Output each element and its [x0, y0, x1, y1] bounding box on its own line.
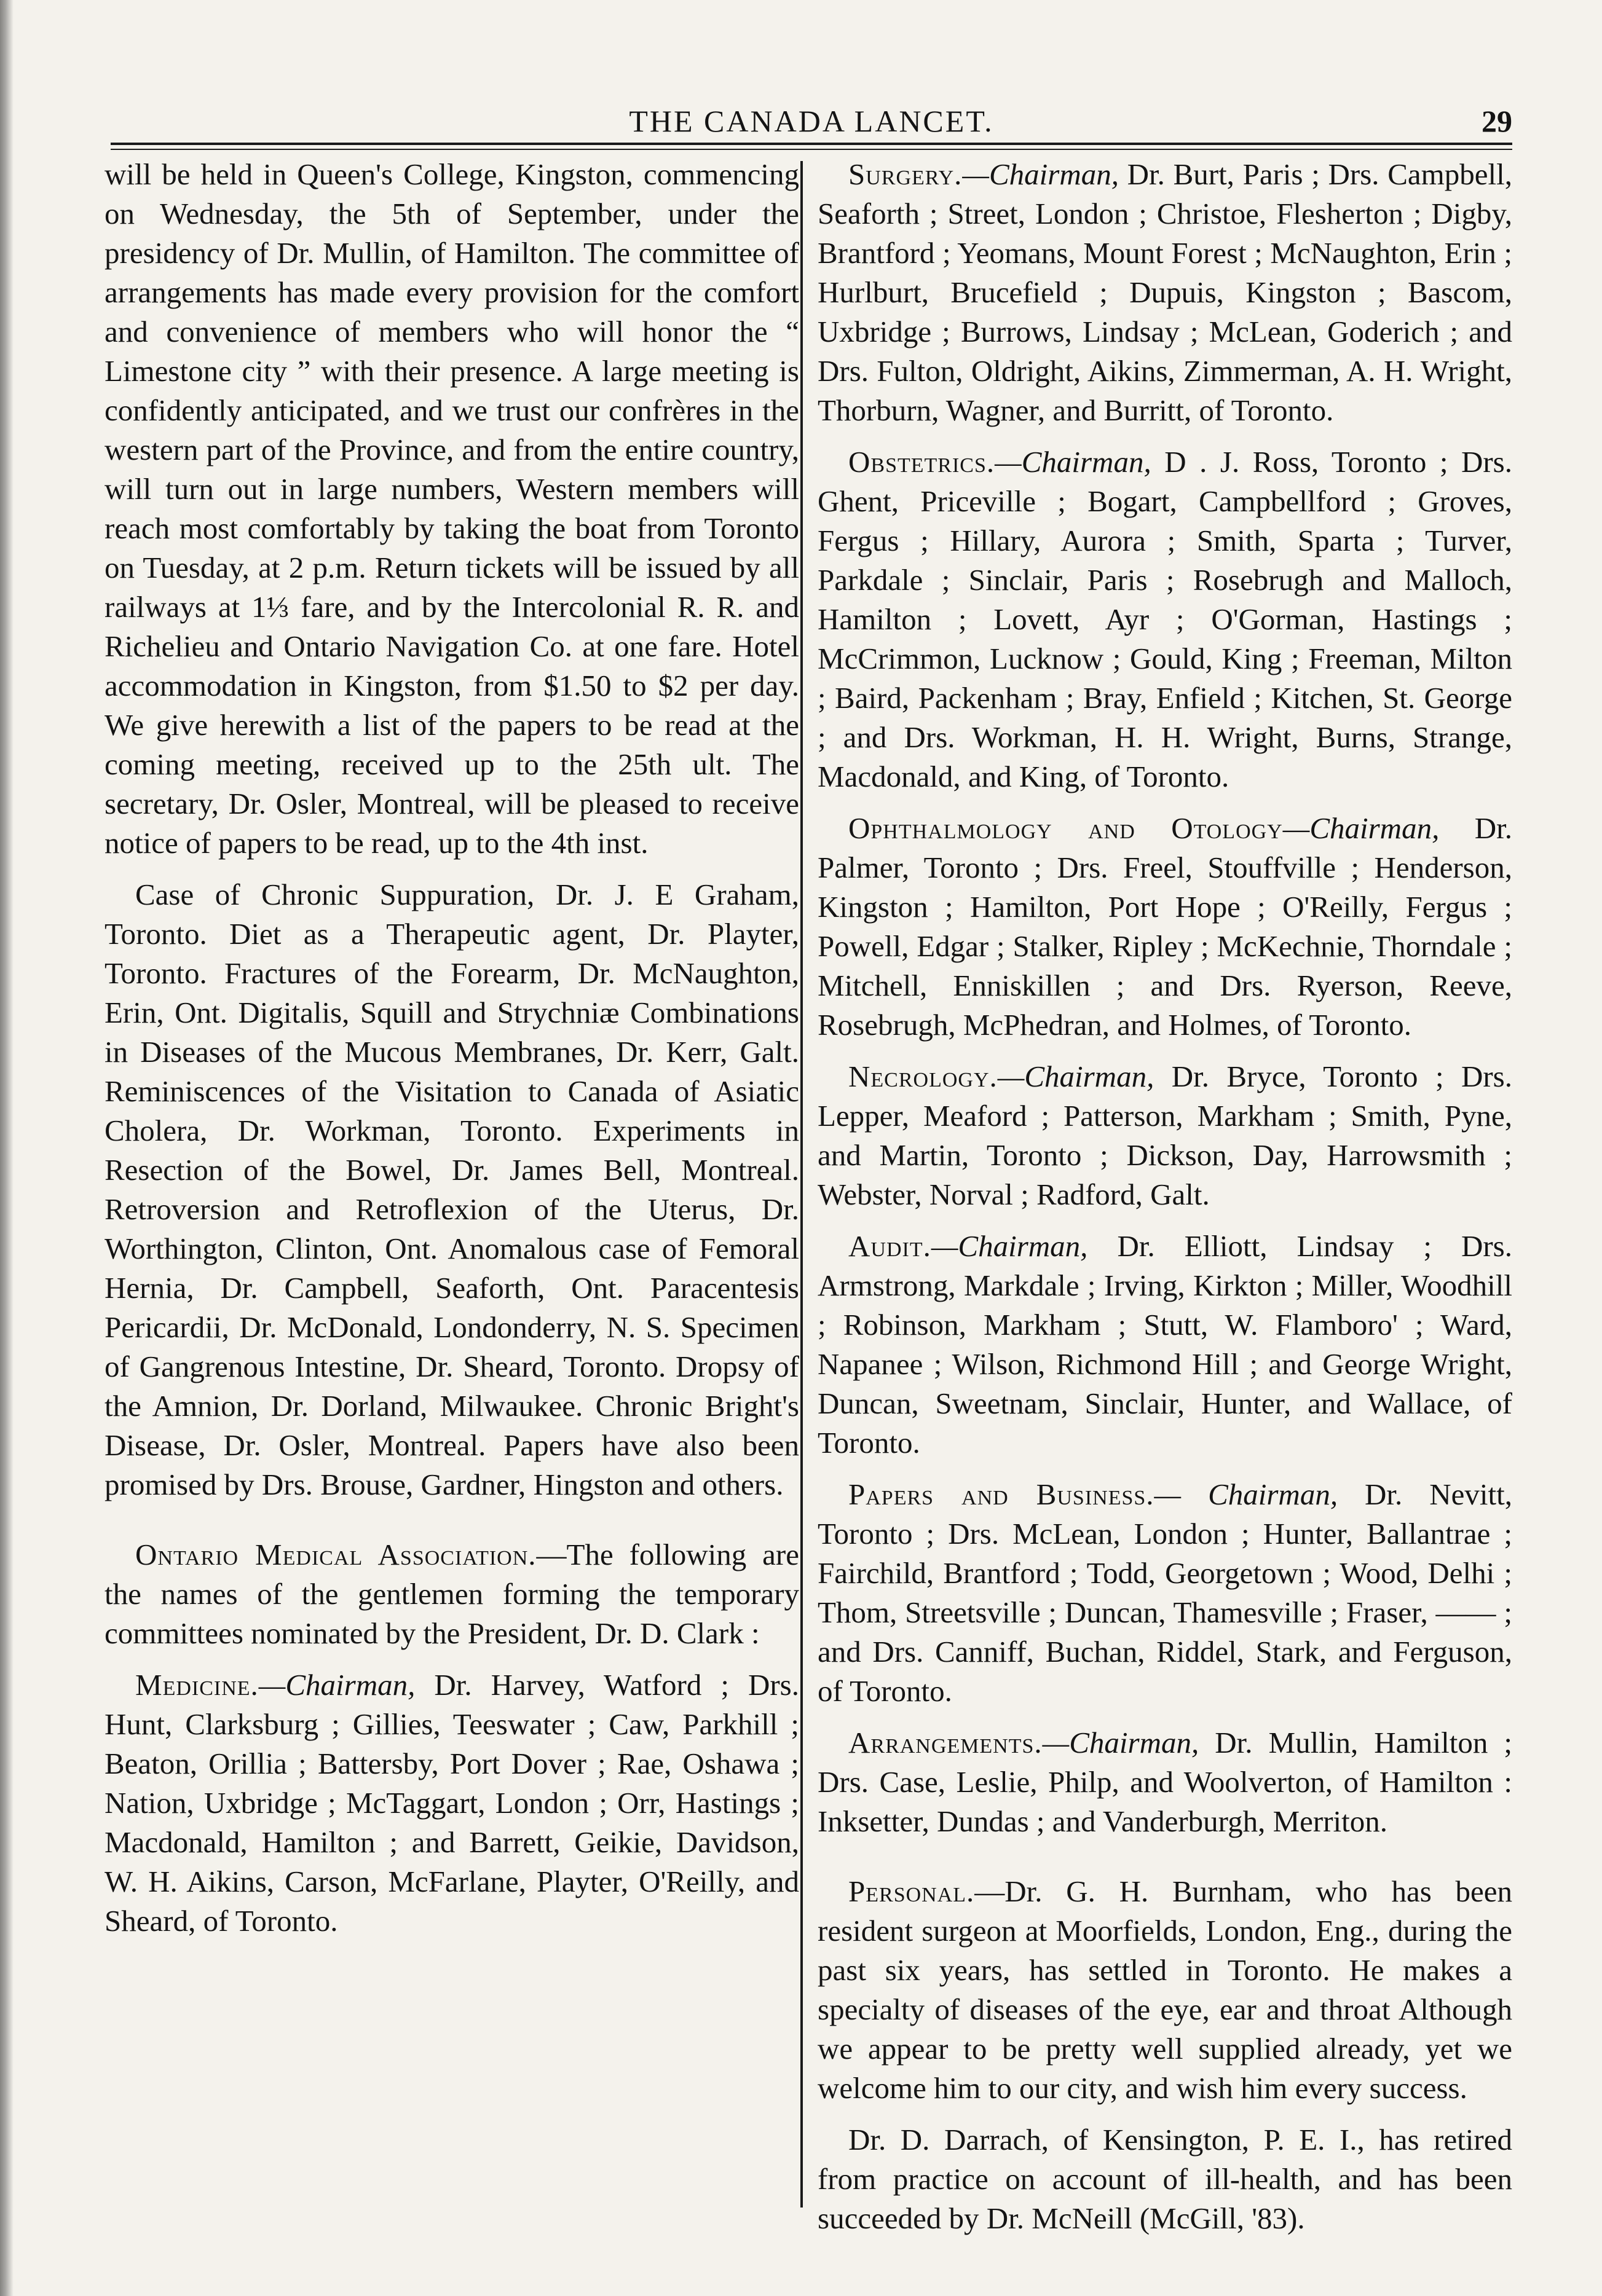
necrology-chairman-label: —Chairman,: [997, 1060, 1154, 1093]
page-binding-edge: [0, 0, 14, 2296]
arrangements-members: Dr. Mullin, Hamilton ; Drs. Case, Leslie, Philp, and Woolverton, of Hamilton : Inksetter, Dundas ; and Vanderburgh, Merriton.: [818, 1726, 1512, 1838]
medicine-committee: [105, 1665, 799, 1941]
papers-business-committee: [818, 1475, 1512, 1711]
obstetrics-committee: [818, 442, 1512, 796]
obstetrics-members: D . J. Ross, Toronto ; Drs. Ghent, Priceville ; Bogart, Campbellford ; Groves, Fergus ; Hillary, Aurora ; Smith, Sparta ; Turver, Parkdale ; Sinclair, Paris ; Rosebrugh and Malloch, Hamilton ; Lovett, Ayr ; O'Gorman, Hastings ; McCrimmon, Lucknow ; Gould, King ; Freeman, Milton ; Baird, Packenham ; Bray, Enfield ; Kitchen, St. George ; and Drs. Workman, H. H. Wright, Burns, Strange, Macdonald, and King, of Toronto.: [818, 445, 1512, 793]
oma-paragraph: [105, 1535, 799, 1653]
personal-heading: Personal.: [848, 1874, 975, 1908]
oma-text: —The following are the names of the gentlemen forming the temporary committees nominated by the President, Dr. D. Clark :: [105, 1538, 799, 1650]
surgery-members: Dr. Burt, Paris ; Drs. Campbell, Seaforth ; Street, London ; Christoe, Flesherton ; Digby, Brantford ; Yeomans, Mount Forest ; McNaughton, Erin ; Hurlburt, Brucefield ; Dupuis, Kingston ; Bascom, Uxbridge ; Burrows, Lindsay ; McLean, Goderich ; and Drs. Fulton, Oldright, Aikins, Zimmerman, A. H. Wright, Thorburn, Wagner, and Burritt, of Toronto.: [818, 157, 1512, 427]
page-number: 29: [1482, 104, 1512, 138]
column-divider: [800, 161, 803, 2208]
audit-members: Dr. Elliott, Lindsay ; Drs. Armstrong, Markdale ; Irving, Kirkton ; Miller, Woodhill ; Robinson, Markham ; Stutt, W. Flamboro' ; Ward, Napanee ; Wilson, Richmond Hill ; and George Wright, Duncan, Sweetnam, Sinclair, Hunter, and Wallace, of Toronto.: [818, 1229, 1512, 1460]
necrology-heading: Necrology.: [848, 1060, 998, 1093]
audit-heading: Audit.: [848, 1229, 931, 1263]
ophthalmology-chairman-label: —Chairman,: [1282, 811, 1440, 845]
papers-business-heading: Papers and Business.: [848, 1477, 1154, 1511]
medicine-chairman-label: —Chairman,: [258, 1668, 416, 1702]
medicine-members: Dr. Harvey, Watford ; Drs. Hunt, Clarksburg ; Gillies, Teeswater ; Caw, Parkhill ; Beaton, Orillia ; Battersby, Port Dover ; Rae, Oshawa ; Nation, Uxbridge ; McTaggart, London ; Orr, Hastings ; Macdonald, Hamilton ; and Barrett, Geikie, Davidson, W. H. Aikins, Carson, McFarlane, Playter, O'Reilly, and Sheard, of Toronto.: [105, 1668, 799, 1938]
ophthalmology-committee: [818, 809, 1512, 1045]
arrangements-committee: [818, 1723, 1512, 1841]
oma-heading: Ontario Medical Association.: [135, 1538, 537, 1571]
surgery-heading: Surgery.: [848, 157, 963, 191]
medicine-heading: Medicine.: [135, 1668, 259, 1702]
audit-committee: [818, 1227, 1512, 1463]
left-column: [105, 155, 799, 1953]
necrology-members: Dr. Bryce, Toronto ; Drs. Lepper, Meaford ; Patterson, Markham ; Smith, Pyne, and Martin, Toronto ; Dickson, Day, Harrowsmith ; Webster, Norval ; Radford, Galt.: [818, 1060, 1512, 1211]
header-rule-thin: [111, 149, 1512, 150]
ophthalmology-heading: Ophthalmology and Otology: [848, 811, 1283, 845]
arrangements-chairman-label: —Chairman,: [1042, 1726, 1199, 1759]
surgery-committee: [818, 155, 1512, 430]
necrology-committee: [818, 1057, 1512, 1214]
header-rule: [111, 143, 1512, 145]
journal-title: THE CANADA LANCET.: [629, 104, 994, 138]
obstetrics-heading: Obstetrics.: [848, 445, 995, 479]
surgery-chairman-label: —Chairman,: [962, 157, 1119, 191]
darrach-paragraph: Dr. D. Darrach, of Kensington, P. E. I., has retired from practice on account of ill-health, and has been succeeded by Dr. McNeill (McGill, '83).: [818, 2123, 1512, 2235]
right-column: [818, 155, 1512, 2251]
ophthalmology-members: Dr. Palmer, Toronto ; Drs. Freel, Stouffville ; Henderson, Kingston ; Hamilton, Port Hope ; O'Reilly, Fergus ; Powell, Edgar ; Stalker, Ripley ; McKechnie, Thorndale ; Mitchell, Enniskillen ; and Drs. Ryerson, Reeve, Rosebrugh, McPhedran, and Holmes, of Toronto.: [818, 811, 1512, 1042]
obstetrics-chairman-label: —Chairman,: [995, 445, 1151, 479]
personal-paragraph: [818, 1872, 1512, 2108]
running-head: [111, 103, 1512, 144]
papers-business-chairman-label: — Chairman,: [1154, 1477, 1338, 1511]
arrangements-heading: Arrangements.: [848, 1726, 1043, 1759]
personal-text: —Dr. G. H. Burnham, who has been resident surgeon at Moorfields, London, Eng., during the past six years, has settled in Toronto. He makes a specialty of diseases of the eye, ear and throat Although we appear to be pretty well supplied already, yet we welcome him to our city, and wish him every success.: [818, 1874, 1512, 2105]
kingston-meeting-paragraph: will be held in Queen's College, Kingston, commencing on Wednesday, the 5th of September, under the presidency of Dr. Mullin, of Hamilton. The committee of arrangements has made every provision for the comfort and convenience of members who will honor the “ Limestone city ” with their presence. A large meeting is confidently anticipated, and we trust our confrères in the western part of the Province, and from the entire country, will turn out in large numbers, Western members will reach most comfortably by taking the boat from Toronto on Tuesday, at 2 p.m. Return tickets will be issued by all railways at 1⅓ fare, and by the Intercolonial R. R. and Richelieu and Ontario Navigation Co. at one fare. Hotel accommodation in Kingston, from $1.50 to $2 per day. We give herewith a list of the papers to be read at the coming meeting, received up to the 25th ult. The secretary, Dr. Osler, Montreal, will be pleased to receive notice of papers to be read, up to the 4th inst.: [105, 157, 799, 860]
papers-business-members: Dr. Nevitt, Toronto ; Drs. McLean, London ; Hunter, Ballantrae ; Fairchild, Brantford ; Todd, Georgetown ; Wood, Delhi ; Thom, Streetsville ; Duncan, Thamesville ; Fraser, —— ; and Drs. Canniff, Buchan, Riddel, Stark, and Ferguson, of Toronto.: [818, 1477, 1512, 1708]
papers-list-paragraph: Case of Chronic Suppuration, Dr. J. E Graham, Toronto. Diet as a Therapeutic agent, Dr. Playter, Toronto. Fractures of the Forearm, Dr. McNaughton, Erin, Ont. Digitalis, Squill and Strychniæ Combinations in Diseases of the Mucous Membranes, Dr. Kerr, Galt. Reminiscences of the Visitation to Canada of Asiatic Cholera, Dr. Workman, Toronto. Experiments in Resection of the Bowel, Dr. James Bell, Montreal. Retroversion and Retroflexion of the Uterus, Dr. Worthington, Clinton, Ont. Anomalous case of Femoral Hernia, Dr. Campbell, Seaforth, Ont. Paracentesis Pericardii, Dr. McDonald, Londonderry, N. S. Specimen of Gangrenous Intestine, Dr. Sheard, Toronto. Dropsy of the Amnion, Dr. Dorland, Milwaukee. Chronic Bright's Disease, Dr. Osler, Montreal. Papers have also been promised by Drs. Brouse, Gardner, Hingston and others.: [105, 878, 799, 1501]
audit-chairman-label: —Chairman,: [931, 1229, 1088, 1263]
